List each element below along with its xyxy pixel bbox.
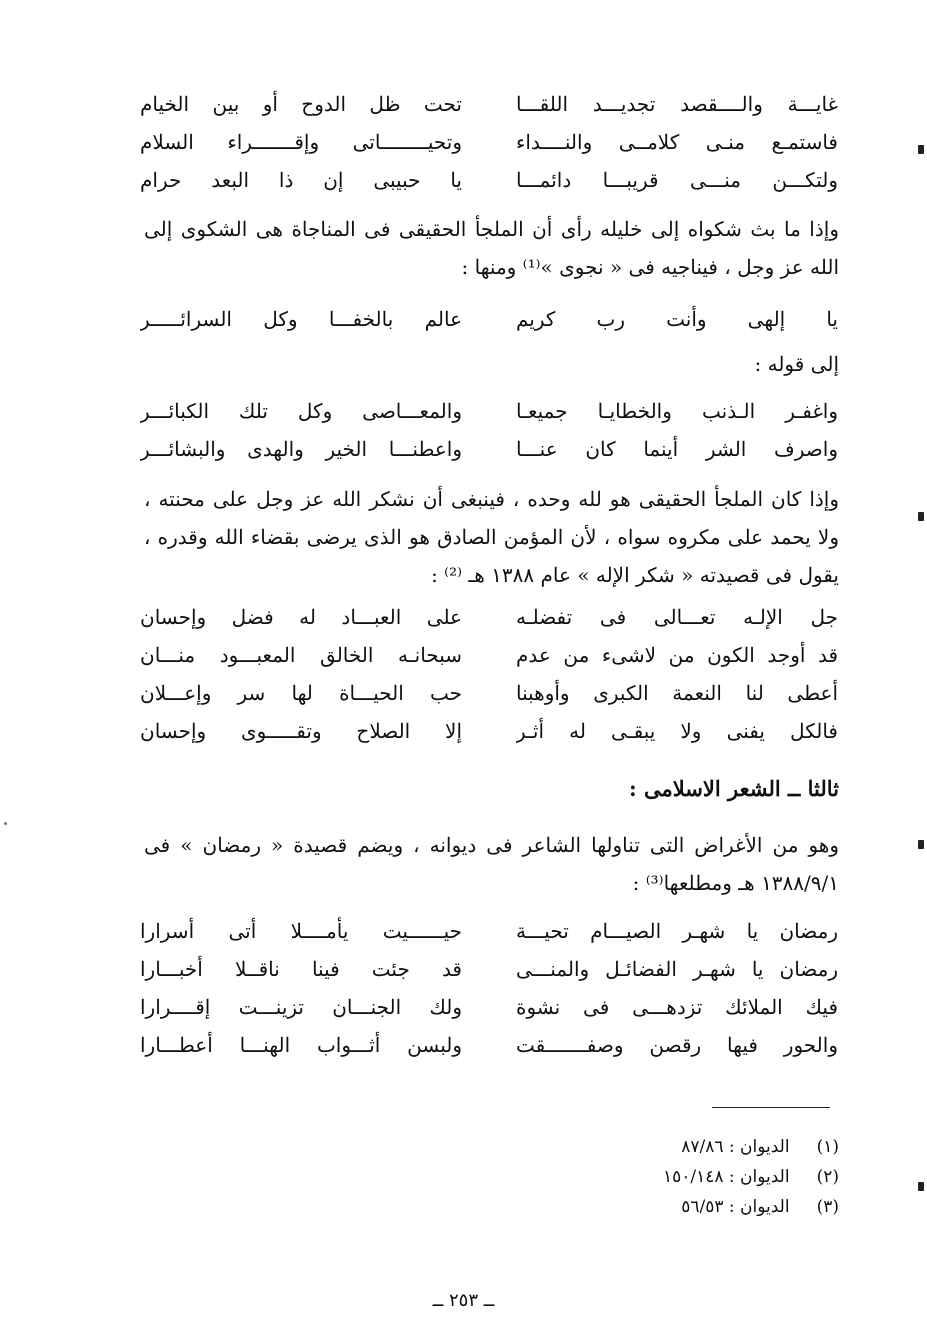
verse-hemistich-left: يا حبيبى إن ذا البعد حرام bbox=[140, 168, 462, 192]
paragraph-1: وإذا ما بث شكواه إلى خليله رأى أن الملجأ الحقيقى فى المناجاة هى الشكوى إلى الله عز وجل ، فيناجيه فى « نجوى »⁽¹⁾ ومنها : bbox=[144, 217, 839, 279]
verse-line bbox=[140, 712, 838, 750]
verse-hemistich-left: سبحانـه الخالق المعبـــود منـــان bbox=[140, 643, 462, 667]
verse-hemistich-right: ولتكـــن منـــى قريبـــا دائمـــا bbox=[516, 168, 838, 192]
verse-group-ramadan bbox=[140, 912, 838, 1064]
paragraph-3: وهو من الأغراض التى تناولها الشاعر فى ديوانه ، ويضم قصيدة « رمضان » فى ١٣٨٨/٩/١ هـ ومطلعها⁽³⁾ : bbox=[144, 833, 839, 895]
verse-group-shukr bbox=[140, 598, 838, 750]
scan-edge-dot bbox=[4, 822, 7, 825]
footnote-text: الديوان : ١٥٠/١٤٨ bbox=[662, 1167, 790, 1187]
verse-hemistich-left: حيــــــيت يأمــــلا أتى أسرارا bbox=[140, 919, 462, 943]
verse-line bbox=[140, 912, 838, 950]
verse-hemistich-right: رمضان يا شهـر الصيـــام تحيـــة bbox=[516, 919, 838, 943]
verse-line bbox=[140, 950, 838, 988]
scan-margin-mark bbox=[918, 512, 924, 521]
verse-hemistich-right: يا إلهى وأنت رب كريم bbox=[516, 307, 838, 331]
footnote-number: (٢) bbox=[816, 1167, 839, 1187]
verse-hemistich-left: ولك الجنـــان تزينـــت إقــــرارا bbox=[140, 995, 462, 1019]
verse-hemistich-right: فالكل يفنى ولا يبقـى له أثـر bbox=[516, 719, 838, 743]
verse-hemistich-left: ولبسن أثـــواب الهنـــا أعطـــارا bbox=[140, 1033, 462, 1057]
verse-hemistich-left: وتحيــــــــاتى وإقـــــــراء السلام bbox=[140, 130, 462, 154]
footnotes bbox=[663, 1132, 839, 1222]
verse-hemistich-right: قد أوجد الكون من لاشىء من عدم bbox=[516, 643, 838, 667]
verse-hemistich-left: عالم بالخفـــا وكل السرائـــــر bbox=[140, 307, 462, 331]
verse-line bbox=[140, 123, 838, 161]
verse-group-najwa bbox=[140, 300, 838, 338]
verse-line bbox=[140, 392, 838, 430]
footnote-text: الديوان : ٨٧/٨٦ bbox=[681, 1137, 790, 1157]
verse-hemistich-right: أعطى لنا النعمة الكبرى وأوهبنا bbox=[516, 681, 838, 705]
verse-hemistich-left: واعطنـــا الخير والهدى والبشائـــر bbox=[140, 437, 462, 461]
verse-hemistich-right: رمضان يا شهـر الفضائـل والمنـــى bbox=[516, 957, 838, 981]
footnote bbox=[663, 1162, 839, 1192]
verse-line bbox=[140, 674, 838, 712]
verse-hemistich-right: والحور فيها رقصن وصفـــــــقت bbox=[516, 1033, 838, 1057]
footnote bbox=[663, 1192, 839, 1222]
verse-hemistich-left: إلا الصلاح وتقـــــوى وإحسان bbox=[140, 719, 462, 743]
verse-hemistich-right: واصرف الشر أينما كان عنـــا bbox=[516, 437, 838, 461]
verse-line bbox=[140, 85, 838, 123]
section-heading: ثالثا ــ الشعر الاسلامى : bbox=[628, 776, 839, 801]
scan-margin-mark bbox=[918, 1182, 924, 1191]
verse-line bbox=[140, 300, 838, 338]
verse-hemistich-left: حب الحيـــاة لها سر وإعـــلان bbox=[140, 681, 462, 705]
page-number: ــ ٢٥٣ ــ bbox=[432, 1290, 495, 1311]
footnote-number: (٣) bbox=[816, 1197, 839, 1217]
verse-hemistich-right: جل الإلـه تعـــالى فى تفضلـه bbox=[516, 605, 838, 629]
ila-qawlih: إلى قوله : bbox=[754, 352, 839, 376]
verse-hemistich-left: تحت ظل الدوح أو بين الخيام bbox=[140, 92, 462, 116]
verse-line bbox=[140, 636, 838, 674]
verse-line bbox=[140, 161, 838, 199]
verse-hemistich-left: على العبـــاد له فضل وإحسان bbox=[140, 605, 462, 629]
verse-hemistich-right: فاستمـع منـى كلامــى والنــــداء bbox=[516, 130, 838, 154]
verse-line bbox=[140, 988, 838, 1026]
footnote-number: (١) bbox=[816, 1137, 839, 1157]
verse-line bbox=[140, 1026, 838, 1064]
verse-hemistich-right: واغفـر الـذنب والخطايـا جميعـا bbox=[516, 399, 838, 423]
footnote bbox=[663, 1132, 839, 1162]
verse-group-ighfir bbox=[140, 392, 838, 468]
verse-group-1 bbox=[140, 85, 838, 199]
verse-hemistich-left: والمعـــاصى وكل تلك الكبائـــر bbox=[140, 399, 462, 423]
scan-margin-mark bbox=[918, 840, 924, 849]
verse-line bbox=[140, 430, 838, 468]
paragraph-2: وإذا كان الملجأ الحقيقى هو لله وحده ، فينبغى أن نشكر الله عز وجل على محنته ، ولا يحمد على مكروه سواه ، لأن المؤمن الصادق هو الذى يرضى بقضاء الله وقدره ، يقول فى قصيدته « شكر الإله » عام ١٣٨٨ هـ ⁽²⁾ : bbox=[144, 487, 839, 587]
verse-hemistich-left: قد جئت فينا ناقــلا أخبـــارا bbox=[140, 957, 462, 981]
footnote-separator bbox=[712, 1107, 830, 1108]
verse-line bbox=[140, 598, 838, 636]
verse-hemistich-right: فيك الملائك تزدهـــى فى نشوة bbox=[516, 995, 838, 1019]
footnote-text: الديوان : ٥٦/٥٣ bbox=[681, 1197, 790, 1217]
scan-margin-mark bbox=[918, 145, 924, 154]
verse-hemistich-right: غايـــة والــــقصد تجديـــد اللقـــا bbox=[516, 92, 838, 116]
